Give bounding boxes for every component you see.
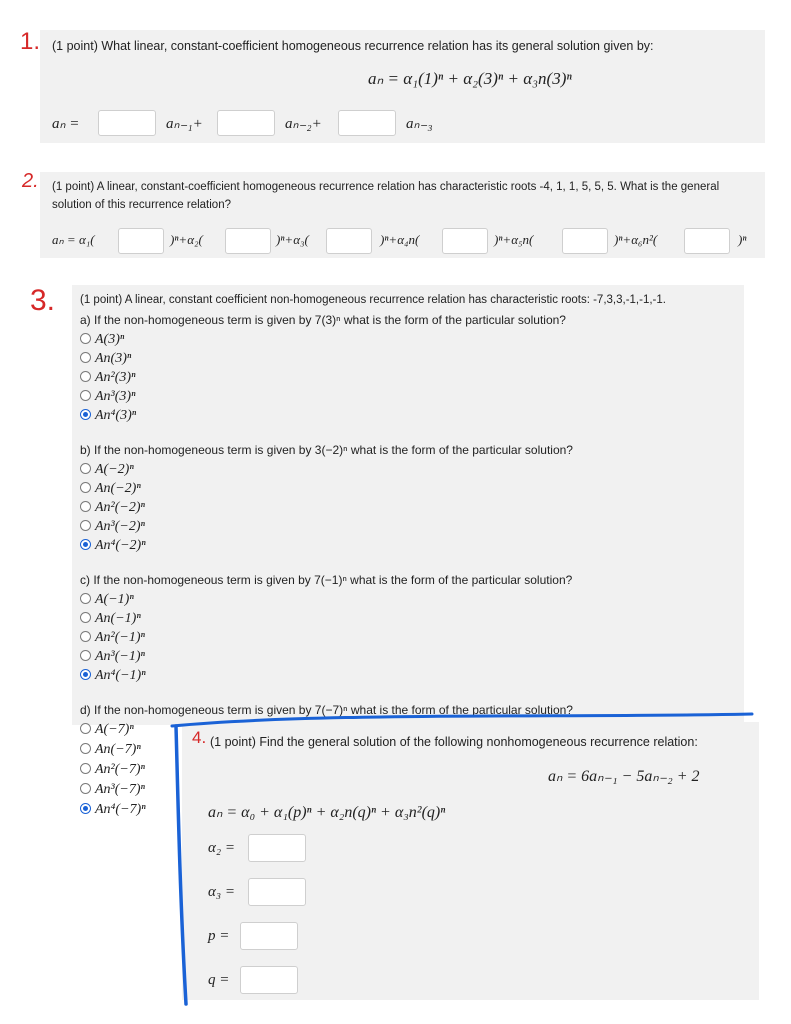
option-3b-1[interactable] <box>80 461 134 479</box>
question-1-prompt: (1 point) What linear, constant-coefficient homogeneous recurrence relation has its general solution given by: <box>52 39 654 53</box>
answer-input-alpha3[interactable] <box>248 878 306 906</box>
radio-icon <box>80 763 91 774</box>
radio-icon <box>80 371 91 382</box>
option-label: A(−1)ⁿ <box>95 592 134 607</box>
question-2-seg-6: )ⁿ+α₆n²( <box>614 232 658 247</box>
option-3a-5[interactable] <box>80 407 136 425</box>
answer-input-q2-root1[interactable] <box>118 228 164 254</box>
question-2-seg-2: )ⁿ+α₂( <box>170 232 203 247</box>
option-label: A(−2)ⁿ <box>95 462 134 477</box>
option-3c-4[interactable] <box>80 648 145 666</box>
option-3d-4[interactable] <box>80 781 145 799</box>
annotation-number-1: 1. <box>20 28 41 55</box>
option-3b-2[interactable] <box>80 480 141 498</box>
question-2-seg-5: )ⁿ+α₅n( <box>494 232 534 247</box>
question-2-prompt-line2: solution of this recurrence relation? <box>52 199 231 211</box>
question-3d-text: d) If the non-homogeneous term is given by 7(−7)ⁿ what is the form of the particular solution? <box>80 703 573 717</box>
option-label: An⁴(−1)ⁿ <box>95 668 146 683</box>
option-3b-3[interactable] <box>80 499 145 517</box>
radio-icon <box>80 520 91 531</box>
option-label: An(3)ⁿ <box>95 351 132 366</box>
radio-selected-icon <box>80 539 91 550</box>
answer-input-q1-coef3[interactable] <box>338 110 396 136</box>
option-3c-5[interactable] <box>80 667 146 685</box>
answer-input-q1-coef2[interactable] <box>217 110 275 136</box>
option-3d-3[interactable] <box>80 761 145 779</box>
radio-icon <box>80 501 91 512</box>
radio-icon <box>80 333 91 344</box>
answer-input-q2-root5[interactable] <box>562 228 608 254</box>
option-label: An³(3)ⁿ <box>95 389 136 404</box>
question-3-prompt: (1 point) A linear, constant coefficient non-homogeneous recurrence relation has characteristic roots: -7,3,3,-1,-1,-1. <box>80 294 666 306</box>
option-3c-1[interactable] <box>80 591 134 609</box>
question-3-panel <box>72 285 744 725</box>
question-1-term-1: aₙ₋₁+ <box>166 116 203 132</box>
option-label: An³(−7)ⁿ <box>95 782 145 797</box>
radio-icon <box>80 612 91 623</box>
radio-icon <box>80 390 91 401</box>
radio-icon <box>80 783 91 794</box>
radio-icon <box>80 482 91 493</box>
question-3a-text: a) If the non-homogeneous term is given by 7(3)ⁿ what is the form of the particular solution? <box>80 313 566 327</box>
option-label: An⁴(3)ⁿ <box>95 408 137 423</box>
option-3b-5[interactable] <box>80 537 146 555</box>
option-label: An(−7)ⁿ <box>95 742 141 757</box>
question-4-prompt: (1 point) Find the general solution of the following nonhomogeneous recurrence relation: <box>210 735 698 749</box>
answer-input-q[interactable] <box>240 966 298 994</box>
question-2-seg-3: )ⁿ+α₃( <box>276 232 309 247</box>
option-3a-3[interactable] <box>80 369 135 387</box>
question-3c-text: c) If the non-homogeneous term is given by 7(−1)ⁿ what is the form of the particular solution? <box>80 573 573 587</box>
option-label: An²(−2)ⁿ <box>95 500 145 515</box>
answer-input-alpha2[interactable] <box>248 834 306 862</box>
option-3a-1[interactable] <box>80 331 124 349</box>
answer-input-q2-root2[interactable] <box>225 228 271 254</box>
option-label: An³(−2)ⁿ <box>95 519 145 534</box>
option-3a-2[interactable] <box>80 350 131 368</box>
answer-input-q2-root6[interactable] <box>684 228 730 254</box>
radio-selected-icon <box>80 409 91 420</box>
question-1-lhs: aₙ = <box>52 116 80 132</box>
option-label: An⁴(−7)ⁿ <box>95 802 146 817</box>
question-4-label-alpha2: α₂ = <box>208 840 235 856</box>
radio-icon <box>80 593 91 604</box>
question-2-lhs: aₙ = α₁( <box>52 232 95 247</box>
option-3a-4[interactable] <box>80 388 135 406</box>
annotation-number-2: 2. <box>22 170 39 192</box>
question-1-term-3: aₙ₋₃ <box>406 116 433 132</box>
question-4-label-alpha3: α₃ = <box>208 884 235 900</box>
question-4-general-solution: aₙ = α₀ + α₁(p)ⁿ + α₂n(q)ⁿ + α₃n²(q)ⁿ <box>208 804 446 821</box>
annotation-number-3: 3. <box>30 284 56 317</box>
question-2-seg-7: )ⁿ <box>738 232 747 247</box>
question-1-formula: aₙ = α₁(1)ⁿ + α₂(3)ⁿ + α₃n(3)ⁿ <box>368 69 572 88</box>
option-label: An²(3)ⁿ <box>95 370 136 385</box>
option-label: A(3)ⁿ <box>95 332 125 347</box>
question-2-seg-4: )ⁿ+α₄n( <box>380 232 420 247</box>
option-3d-5[interactable] <box>80 801 146 819</box>
radio-selected-icon <box>80 803 91 814</box>
option-3b-4[interactable] <box>80 518 145 536</box>
question-1-term-2: aₙ₋₂+ <box>285 116 322 132</box>
radio-icon <box>80 743 91 754</box>
answer-input-q1-coef1[interactable] <box>98 110 156 136</box>
radio-icon <box>80 723 91 734</box>
answer-input-q2-root3[interactable] <box>326 228 372 254</box>
question-3b-text: b) If the non-homogeneous term is given by 3(−2)ⁿ what is the form of the particular solution? <box>80 443 573 457</box>
answer-input-q2-root4[interactable] <box>442 228 488 254</box>
option-label: A(−7)ⁿ <box>95 722 134 737</box>
answer-input-p[interactable] <box>240 922 298 950</box>
option-label: An⁴(−2)ⁿ <box>95 538 146 553</box>
option-3d-2[interactable] <box>80 741 141 759</box>
question-4-label-p: p = <box>208 928 230 944</box>
option-label: An(−2)ⁿ <box>95 481 141 496</box>
option-3c-2[interactable] <box>80 610 141 628</box>
question-4-label-q: q = <box>208 972 230 988</box>
option-label: An³(−1)ⁿ <box>95 649 145 664</box>
radio-selected-icon <box>80 669 91 680</box>
annotation-number-4: 4. <box>192 728 207 747</box>
option-3d-1[interactable] <box>80 721 134 739</box>
radio-icon <box>80 463 91 474</box>
option-label: An²(−1)ⁿ <box>95 630 145 645</box>
option-3c-3[interactable] <box>80 629 145 647</box>
radio-icon <box>80 650 91 661</box>
question-2-prompt-line1: (1 point) A linear, constant-coefficient homogeneous recurrence relation has characteristic roots -4, 1, 1, 5, 5, 5. What is the general <box>52 181 720 193</box>
question-4-relation: aₙ = 6aₙ₋₁ − 5aₙ₋₂ + 2 <box>548 768 700 785</box>
radio-icon <box>80 352 91 363</box>
radio-icon <box>80 631 91 642</box>
option-label: An²(−7)ⁿ <box>95 762 145 777</box>
option-label: An(−1)ⁿ <box>95 611 141 626</box>
